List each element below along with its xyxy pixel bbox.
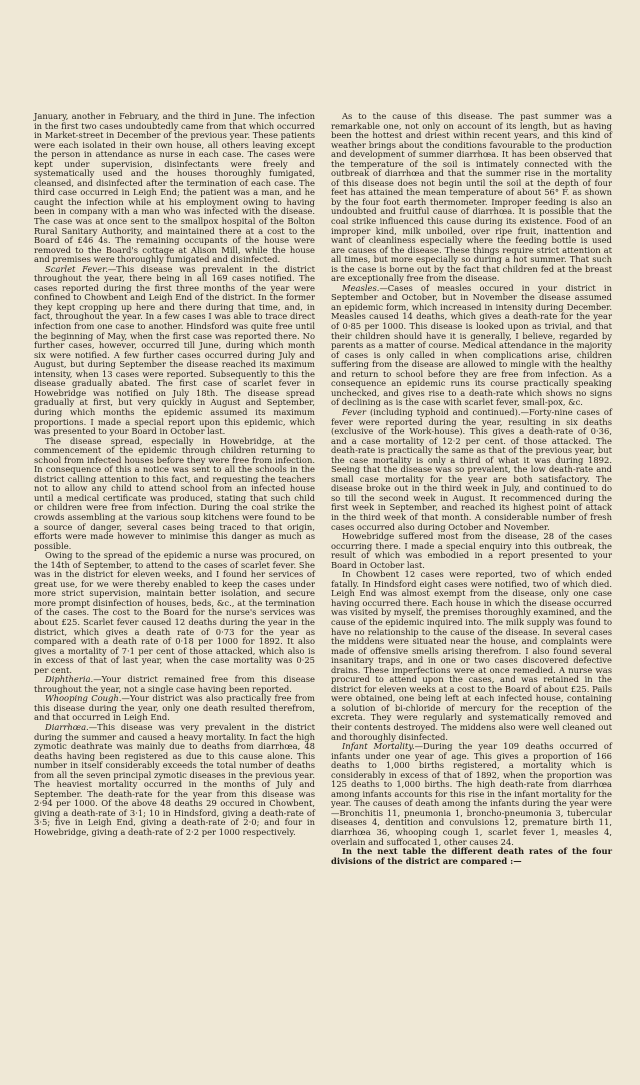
infant-mortality-paragraph xyxy=(331,742,612,847)
measles-heading: Measles. xyxy=(342,282,380,293)
diphtheria-paragraph xyxy=(34,675,315,694)
smallpox-paragraph: January, another in February, and the third in June. The infection in the first two cases undoubtedly came from that which occurred in Market-street in December of the previous year. These patients were each isolated in their own house, all others leaving except the person in attendance as nurse in each case. The cases were kept under supervision, disinfectants were freely and systematically used and the houses thoroughly fumigated, cleansed, and disinfected after the termination of each case. The third case occurred in Leigh End; the patient was a man, and he caught the infection while at his employment owing to having been in company with a man who was infected with the disease. The case was at once sent to the smallpox hospital of the Bolton Rural Sanitary Authority, and maintained there at a cost to the Board of £46 4s. The remaining occupants of the house were removed to the Board's cottage at Alison Mill, while the house and premises were thoroughly fumigated and disinfected. xyxy=(34,111,315,265)
measles-paragraph xyxy=(331,284,612,408)
chowbent-paragraph: In Chowbent 12 cases were reported, two of which ended fatally. In Hindsford eight cases were notified, two of which died. Leigh End was almost exempt from the disease, only one case having occurred there. Each house in which the disease occurred was visited by myself, the premises thoroughly examined, and the cause of the epidemic inquired into. The milk supply was found to have no relationship to the cause of the disease. In several cases the middens were situated near the house, and complaints were made of offensive smells arising therefrom. I also found several insanitary traps, and in one or two cases discovered defective drains. These imperfections were at once remedied. A nurse was procured to attend upon the cases, and was retained in the district for eleven weeks at a cost to the Board of about £25. Pails were obtained, one being left at each infected house, containing a solution of bi-chloride of mercury for the reception of the excreta. They were regularly and systematically removed and their contents destroyed. The middens also were well cleaned out and thoroughly disinfected. xyxy=(331,569,612,742)
diarrhoea-heading: Diarrhœa. xyxy=(45,722,89,732)
howebridge-paragraph: Howebridge suffered most from the disease, 28 of the cases occurring there. I made a special enquiry into this outbreak, the result of which was embodied in a report presented to your Board in October last. xyxy=(331,531,612,570)
scarlet-spread-paragraph: The disease spread, especially in Howebridge, at the commencement of the epidemic through children returning to school from infected houses before they were free from infection. In consequence of this a notice was sent to all the schools in the district calling attention to this fact, and requesting the teachers not to allow any child to attend school from an infected house until a medical certificate was produced, stating that such child or children were free from infection. During the coal strike the crowds assembling at the various soup kitchens were found to be a source of danger, several cases being traced to that origin, efforts were made however to minimise this danger as much as possible. xyxy=(34,435,315,551)
diphtheria-heading: Diphtheria. xyxy=(45,674,94,685)
diarrhoea-text: —This disease was very prevalent in the district during the summer and caused a heavy mortality. In fact the high zymotic deathrate was mainly due to deaths from diarrhœa, 48 deaths having been registered as due to this cause alone. This number in itself considerably exceeds the total number of deaths from all the seven principal zymotic diseases in the previous year. The heaviest mortality occurred in the months of July and September. The death-rate for the year from this disease was 2·94 per 1000. Of the above 48 deaths 29 occured in Chowbent, giving a death-rate of 3·1; 10 in Hindsford, giving a death-rate of 3·5; five in Leigh End, giving a death-rate of 2·0; and four in Howebridge, giving a death-rate of 2·2 per 1000 respectively. xyxy=(34,722,315,838)
diarrhoea-cause-paragraph: As to the cause of this disease. The past summer was a remarkable one, not only on account of its length, but as having been the hottest and driest within recent years, and this kind of weather brings about the conditions favourable to the production and development of summer diarrhœa. It has been observed that the temperature of the soil is intimately connected with the outbreak of diarrhœa and that the summer rise in the mortality of this disease does not begin until the soil at the depth of four feet has attained the mean temperature of about 56° F. as shown by the four foot earth thermometer. Improper feeding is also an undoubted and fruitful cause of diarrhœa. It is possible that the coal strike influenced this cause during its existence. Food of an improper kind, milk unboiled, over ripe fruit, inattention and want of cleanliness especially where the feeding bottle is used are causes of the disease. These things require strict attention at all times, but more especially so during a hot summer. That such is the case is borne out by the fact that children fed at the breast are exceptionally free from the disease. xyxy=(331,111,612,284)
scarlet-fever-text: —This disease was prevalent in the district throughout the year, there being in all 169 cases notified. The cases reported during the first three months of the year were confined to Chowbent and Leigh End of the district. In the former they kept cropping up here and there during that time, and, in fact, throughout the year. In a few cases I was able to trace direct infection from one case to another. Hindsford was quite free until the beginning of May, when the first case was reported there. No further cases, however, occurred till June, during which month six were notified. A few further cases occurred during July and August, but during September the disease reached its maximum intensity, when 13 cases were reported. Subsequently to this the disease gradually abated. The first case of scarlet fever in Howebridge was notified on July 18th. The disease spread gradually at first, but very quickly in August and September, during which months the epidemic assumed its maximum proportions. I made a special report upon this epidemic, which was presented to your Board in October last. xyxy=(34,263,315,437)
right-column xyxy=(331,112,612,866)
scarlet-fever-heading: Scarlet Fever. xyxy=(45,263,108,274)
measles-text: —Cases of measles occured in your district in September and October, but in November the disease assumed an epidemic form, which increased in intensity during December. Measles caused 14 deaths, which gives a death-rate for the year of 0·85 per 1000. This disease is looked upon as trivial, and that their children should have it is generally, I believe, regarded by parents as a matter of course. Medical attendance in the majority of cases is only called in when complications arise, children suffering from the disease are allowed to mingle with the healthy and return to school before they are free from infection. As a consequence an epidemic runs its course practically speaking unchecked, and gives rise to a death-rate which shows no signs of declining as is the case with scarlet fever, small-pox, &c. xyxy=(331,282,612,408)
scarlet-fever-paragraph xyxy=(34,265,315,437)
fever-text: (including typhoid and continued).—Forty-nine cases of fever were reported during the year, resulting in six deaths (exclusive of the Work-house). This gives a death-rate of 0·36, and a case mortality of 12·2 per cent. of those attacked. The death-rate is practically the same as that of the previous year, but the case mortality is only a third of what it was during 1892. Seeing that the disease was so prevalent, the low death-rate and small case mortality for the year are both satisfactory. The disease broke out in the third week in July, and continued to do so till the second week in August. It recommenced during the first week in September, and reached its highest point of attack in the third week of that month. A considerable number of fresh cases occurred also during October and November. xyxy=(331,406,612,532)
text-columns xyxy=(34,112,612,866)
table-intro-paragraph: In the next table the different death rates of the four divisions of the district are compared :— xyxy=(331,846,612,866)
infant-mortality-heading: Infant Mortality. xyxy=(342,741,415,752)
left-column xyxy=(34,112,315,866)
whooping-cough-text: —Your district was also practically free from this disease during the year, only one death resulted therefrom, and that occurred in Leigh End. xyxy=(34,693,315,723)
fever-paragraph xyxy=(331,408,612,532)
whooping-cough-heading: Whooping Cough. xyxy=(45,693,122,704)
infant-mortality-text: —During the year 109 deaths occurred of infants under one year of age. This gives a proportion of 166 deaths to 1,000 births registered, a mortality which is considerably in excess of that of 1892, when the proportion was 125 deaths to 1,000 births. The high death-rate from diarrhœa among infants accounts for this rise in the infant mortality for the year. The causes of death among the infants during the year were—Bronchitis 11, pneumonia 1, broncho-pneumonia 3, tubercular diseases 4, dentition and convulsions 12, premature birth 11, diarrhœa 36, whooping cough 1, scarlet fever 1, measles 4, overlain and suffocated 1, other causes 24. xyxy=(331,741,612,847)
whooping-cough-paragraph xyxy=(34,694,315,723)
diphtheria-text: —Your district remained free from this disease throughout the year, not a single case having been reported. xyxy=(34,674,315,694)
fever-heading: Fever xyxy=(342,406,366,417)
nurse-paragraph: Owing to the spread of the epidemic a nurse was procured, on the 14th of September, to attend to the cases of scarlet fever. She was in the district for eleven weeks, and I found her services of great use, for we were thereby enabled to keep the cases under more strict supervision, maintain better isolation, and secure more prompt disinfection of houses, beds, &c., at the termination of the cases. The cost to the Board for the nurse's services was about £25. Scarlet fever caused 12 deaths during the year in the district, which gives a death rate of 0·73 for the year as compared with a death rate of 0·18 per 1000 for 1892. It also gives a mortality of 7·1 per cent of those attacked, which also is in excess of that of last year, when the case mortality was 0·25 per cent. xyxy=(34,550,315,675)
diarrhoea-paragraph xyxy=(34,723,315,838)
